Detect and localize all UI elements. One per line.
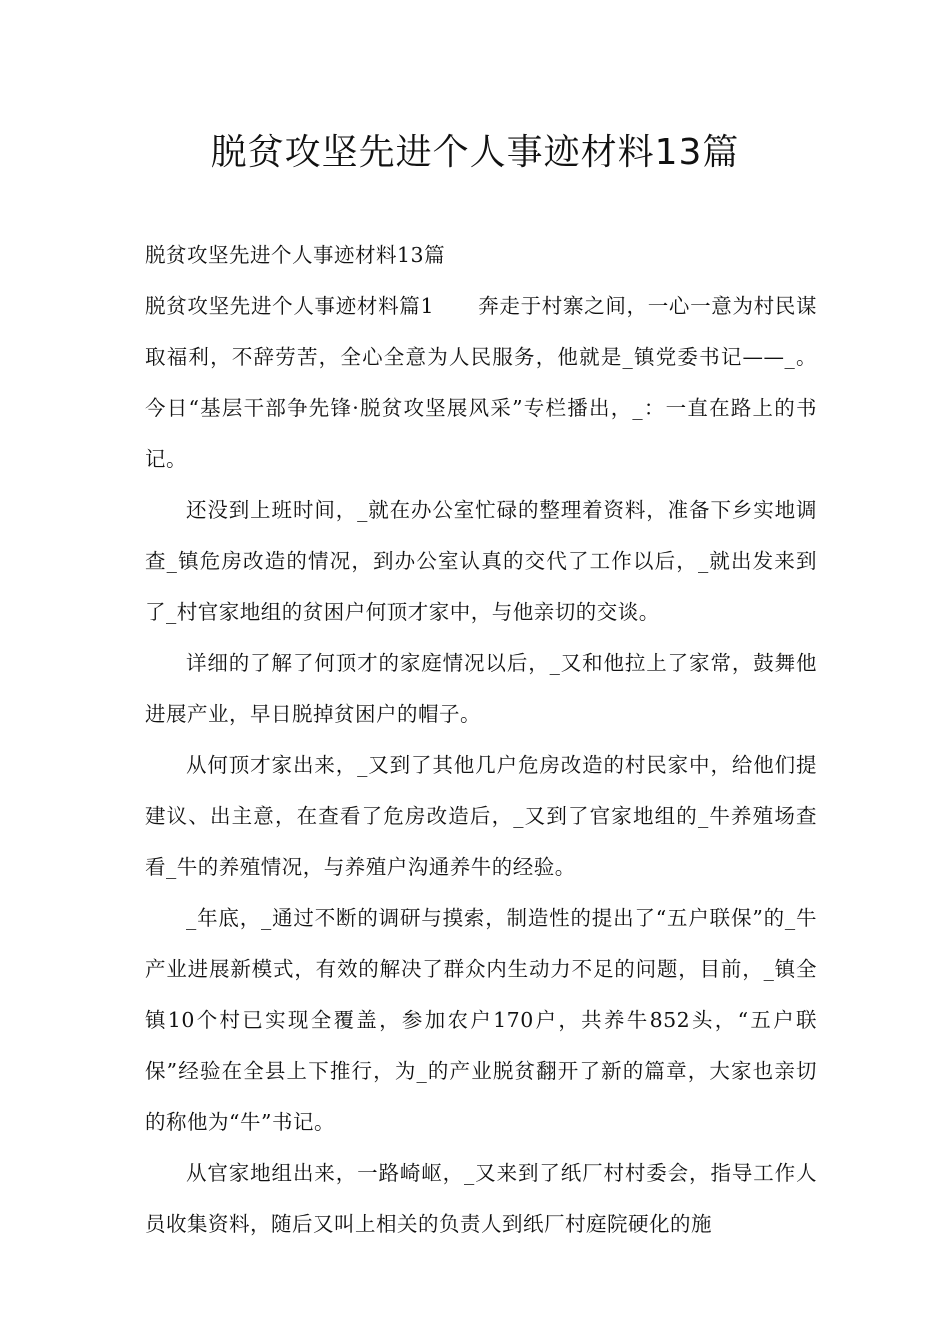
paragraph: 还没到上班时间，_就在办公室忙碌的整理着资料，准备下乡实地调查_镇危房改造的情况，到办公室认真的交代了工作以后，_就出发来到了_村官家地组的贫困户何顶才家中，与他亲切的交谈。: [145, 498, 817, 624]
paragraph-text: 奔走于村寨之间，一心一意为村民谋取福利，不辞劳苦，全心全意为人民服务，他就是_镇党委书记——_。今日“基层干部争先锋·脱贫攻坚展风采”专栏播出，_：一直在路上的书记。: [145, 294, 818, 471]
paragraph: 详细的了解了何顶才的家庭情况以后，_又和他拉上了家常，鼓舞他进展产业，早日脱掉贫困户的帽子。: [145, 651, 817, 726]
paragraph: 从官家地组出来，一路崎岖，_又来到了纸厂村村委会，指导工作人员收集资料，随后又叫上相关的负责人到纸厂村庭院硬化的施: [145, 1161, 817, 1236]
section-heading: 脱贫攻坚先进个人事迹材料篇1: [145, 294, 434, 318]
first-paragraph: [145, 281, 817, 485]
document-body: [145, 230, 817, 1250]
paragraph: _年底，_通过不断的调研与摸索，制造性的提出了“五户联保”的_牛产业进展新模式，有效的解决了群众内生动力不足的问题，目前，_镇全镇10个村已实现全覆盖，参加农户170户，共养牛852头，“五户联保”经验在全县上下推行，为_的产业脱贫翻开了新的篇章，大家也亲切的称他为“牛”书记。: [145, 906, 817, 1134]
document-title: 脱贫攻坚先进个人事迹材料13篇: [210, 132, 740, 173]
paragraph: 从何顶才家出来，_又到了其他几户危房改造的村民家中，给他们提建议、出主意，在查看了危房改造后，_又到了官家地组的_牛养殖场查看_牛的养殖情况，与养殖户沟通养牛的经验。: [145, 753, 817, 879]
document-subtitle: 脱贫攻坚先进个人事迹材料13篇: [145, 243, 446, 267]
